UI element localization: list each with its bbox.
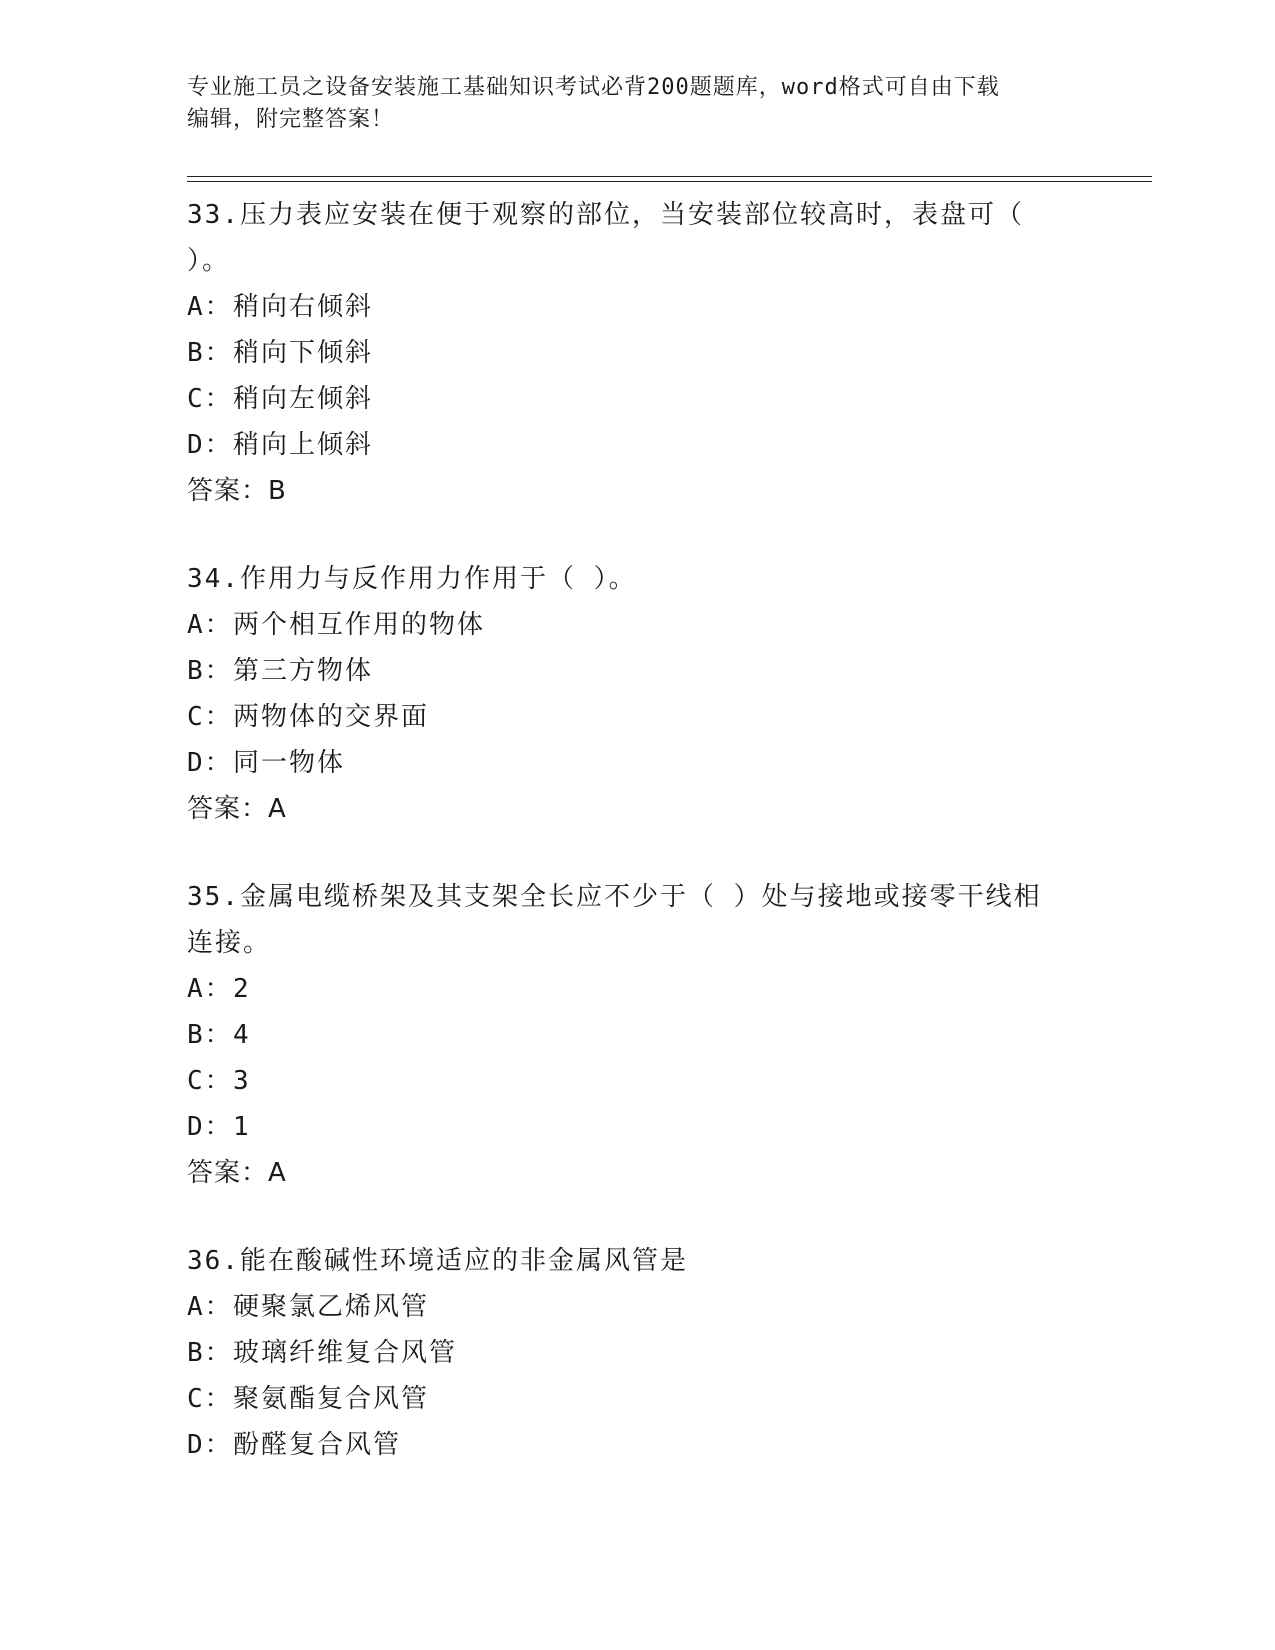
question-stem: 35.金属电缆桥架及其支架全长应不少于（ ）处与接地或接零干线相	[187, 882, 1042, 912]
option-text: 2	[233, 974, 251, 1004]
option-key: C：	[187, 702, 233, 732]
option-d	[187, 740, 1087, 786]
option-key: A：	[187, 292, 233, 322]
option-key: C：	[187, 1384, 233, 1414]
option-b	[187, 330, 1087, 376]
option-key: B：	[187, 338, 233, 368]
option-text: 1	[233, 1112, 251, 1142]
option-key: D：	[187, 430, 233, 460]
option-key: D：	[187, 1112, 233, 1142]
option-a	[187, 602, 1087, 648]
option-text: 3	[233, 1066, 251, 1096]
option-text: 聚氨酯复合风管	[233, 1384, 430, 1414]
header-divider-bottom	[187, 181, 1152, 182]
question-33	[187, 192, 1087, 514]
document-header	[187, 72, 1067, 136]
question-36	[187, 1238, 1087, 1468]
option-b	[187, 648, 1087, 694]
option-text: 稍向左倾斜	[233, 384, 374, 414]
option-key: D：	[187, 748, 233, 778]
option-key: B：	[187, 656, 233, 686]
option-text: 稍向下倾斜	[233, 338, 374, 368]
header-line-2: 编辑，附完整答案！	[187, 107, 395, 132]
option-key: A：	[187, 1292, 233, 1322]
option-c	[187, 1376, 1087, 1422]
option-key: A：	[187, 974, 233, 1004]
option-text: 稍向右倾斜	[233, 292, 374, 322]
option-c	[187, 1058, 1087, 1104]
option-d	[187, 1422, 1087, 1468]
question-list	[187, 192, 1087, 1510]
option-key: B：	[187, 1020, 233, 1050]
option-text: 酚醛复合风管	[233, 1430, 402, 1460]
option-text: 硬聚氯乙烯风管	[233, 1292, 430, 1322]
option-key: C：	[187, 384, 233, 414]
question-stem: 34.作用力与反作用力作用于（ ）。	[187, 564, 637, 594]
option-b	[187, 1330, 1087, 1376]
option-d	[187, 422, 1087, 468]
header-divider-top	[187, 176, 1152, 177]
question-stem: 36.能在酸碱性环境适应的非金属风管是	[187, 1246, 688, 1276]
question-stem-continued: 连接。	[187, 928, 272, 958]
option-a	[187, 1284, 1087, 1330]
option-text: 两物体的交界面	[233, 702, 430, 732]
option-text: 同一物体	[233, 748, 346, 778]
option-text: 第三方物体	[233, 656, 374, 686]
question-34	[187, 556, 1087, 832]
question-35	[187, 874, 1087, 1196]
option-key: C：	[187, 1066, 233, 1096]
option-b	[187, 1012, 1087, 1058]
answer-line: 答案：A	[187, 1158, 287, 1188]
option-text: 4	[233, 1020, 251, 1050]
option-text: 稍向上倾斜	[233, 430, 374, 460]
question-stem: 33.压力表应安装在便于观察的部位，当安装部位较高时，表盘可（	[187, 200, 1024, 230]
option-key: A：	[187, 610, 233, 640]
option-key: B：	[187, 1338, 233, 1368]
option-c	[187, 694, 1087, 740]
option-a	[187, 966, 1087, 1012]
option-c	[187, 376, 1087, 422]
answer-line: 答案：B	[187, 476, 287, 506]
option-text: 两个相互作用的物体	[233, 610, 486, 640]
answer-line: 答案：A	[187, 794, 287, 824]
option-key: D：	[187, 1430, 233, 1460]
option-a	[187, 284, 1087, 330]
header-line-1: 专业施工员之设备安装施工基础知识考试必背200题题库，word格式可自由下载	[187, 75, 1000, 100]
question-stem-continued: ）。	[187, 246, 231, 276]
option-d	[187, 1104, 1087, 1150]
option-text: 玻璃纤维复合风管	[233, 1338, 458, 1368]
